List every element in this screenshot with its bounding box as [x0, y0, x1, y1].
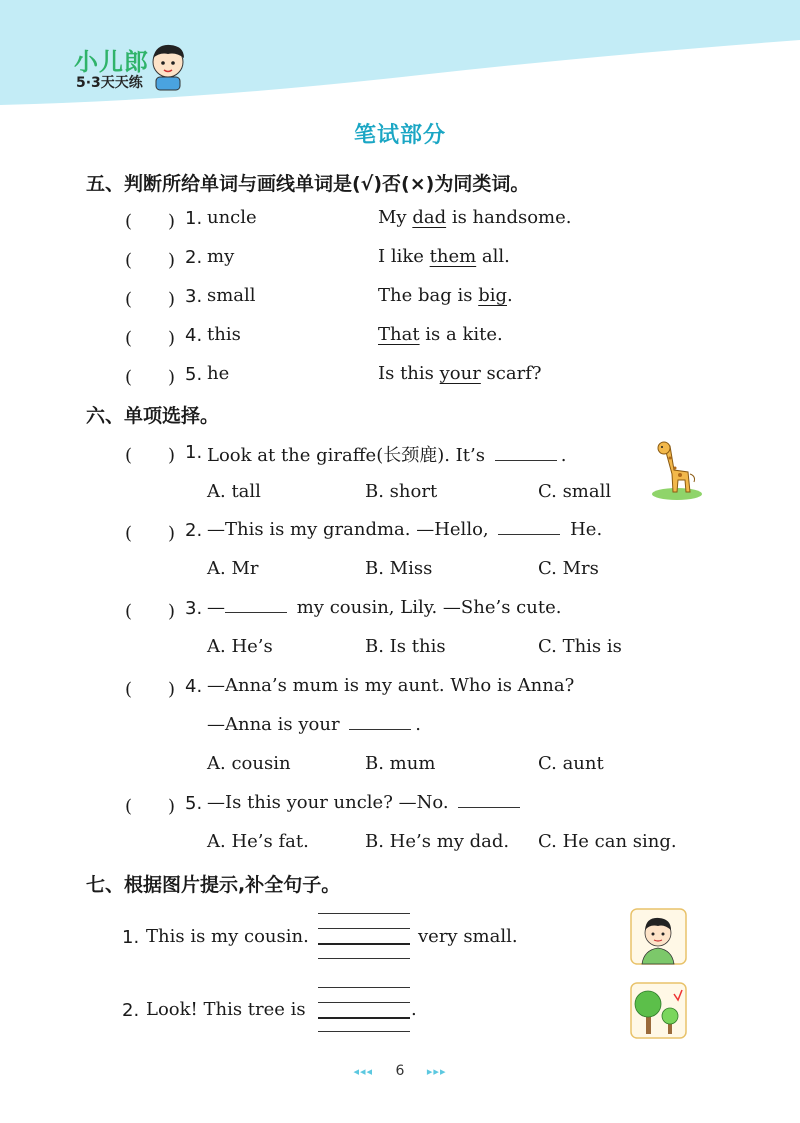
question-1-text: Look at the giraffe(长颈鹿). It’s . — [207, 445, 567, 466]
item-number: 3. — [185, 286, 203, 307]
sentence: I like them all. — [378, 246, 510, 267]
boy-mascot-icon — [146, 40, 190, 92]
answer-blank — [225, 611, 287, 613]
sentence-number: 1. — [122, 927, 140, 948]
sentence-2-post: . — [411, 999, 417, 1020]
page-number: 6 — [395, 1063, 405, 1079]
trees-icon — [630, 982, 687, 1039]
option-a: A. tall — [207, 481, 261, 502]
question-number: 1. — [185, 442, 203, 463]
underlined-word: big — [478, 285, 507, 306]
question-4-text2: —Anna is your . — [207, 714, 422, 735]
answer-blank — [349, 728, 411, 730]
given-word: small — [207, 285, 256, 306]
answer-blank — [458, 806, 520, 808]
answer-paren[interactable]: ( ) — [125, 796, 176, 817]
option-a: A. He’s — [207, 636, 273, 657]
sentence: Is this your scarf? — [378, 363, 542, 384]
item-number: 1. — [185, 208, 203, 229]
option-c: C. This is — [538, 636, 622, 657]
writing-line — [318, 958, 410, 959]
sentence-2-pre: Look! This tree is — [146, 999, 306, 1020]
answer-paren[interactable]: ( ) — [125, 679, 176, 700]
page-footer — [0, 1063, 800, 1079]
prev-arrows-icon: ◂◂◂ — [353, 1065, 374, 1078]
sentence-1-pre: This is my cousin. — [146, 926, 309, 947]
question-3-text: — my cousin, Lily. —She’s cute. — [207, 597, 562, 618]
answer-paren[interactable]: ( ) — [125, 601, 176, 622]
question-2-text: —This is my grandma. —Hello, He. — [207, 519, 603, 540]
option-b: B. Is this — [365, 636, 446, 657]
writing-line — [318, 913, 410, 914]
sentence-number: 2. — [122, 1000, 140, 1021]
given-word: this — [207, 324, 241, 345]
sentence-1-answer[interactable] — [318, 916, 410, 958]
question-4-text: —Anna’s mum is my aunt. Who is Anna? — [207, 675, 575, 696]
giraffe-icon — [650, 440, 705, 500]
sentence: That is a kite. — [378, 324, 503, 345]
question-5-text: —Is this your uncle? —No. — [207, 792, 524, 813]
sentence: My dad is handsome. — [378, 207, 572, 228]
sentence: The bag is big. — [378, 285, 513, 306]
option-b: B. mum — [365, 753, 436, 774]
section7-title: 七、根据图片提示,补全句子。 — [86, 874, 341, 896]
given-word: my — [207, 246, 235, 267]
answer-paren[interactable]: ( ) — [125, 367, 176, 388]
option-c: C. He can sing. — [538, 831, 677, 852]
question-number: 3. — [185, 598, 203, 619]
underlined-word: your — [439, 363, 481, 384]
brand-bottom: 5·3天天练 — [76, 75, 143, 91]
option-a: A. Mr — [207, 558, 259, 579]
question-number: 5. — [185, 793, 203, 814]
next-arrows-icon: ▸▸▸ — [426, 1065, 447, 1078]
answer-paren[interactable]: ( ) — [125, 328, 176, 349]
section6-title: 六、单项选择。 — [86, 405, 220, 427]
page-title: 笔试部分 — [353, 123, 446, 148]
answer-blank — [495, 459, 557, 461]
option-a: A. He’s fat. — [207, 831, 309, 852]
option-b: B. Miss — [365, 558, 433, 579]
answer-paren[interactable]: ( ) — [125, 289, 176, 310]
answer-paren[interactable]: ( ) — [125, 211, 176, 232]
option-b: B. He’s my dad. — [365, 831, 510, 852]
option-c: C. Mrs — [538, 558, 599, 579]
section5-title: 五、判断所给单词与画线单词是(√)否(×)为同类词。 — [86, 173, 530, 195]
given-word: he — [207, 363, 230, 384]
answer-paren[interactable]: ( ) — [125, 250, 176, 271]
option-b: B. short — [365, 481, 438, 502]
brand-top: 小儿郎 — [74, 48, 149, 76]
underlined-word: them — [429, 246, 477, 267]
writing-line — [318, 987, 410, 988]
option-c: C. aunt — [538, 753, 604, 774]
underlined-word: dad — [412, 207, 447, 228]
answer-paren[interactable]: ( ) — [125, 445, 176, 466]
given-word: uncle — [207, 207, 257, 228]
answer-paren[interactable]: ( ) — [125, 523, 176, 544]
question-number: 2. — [185, 520, 203, 541]
question-number: 4. — [185, 676, 203, 697]
option-a: A. cousin — [207, 753, 291, 774]
answer-blank — [498, 533, 560, 535]
underlined-word: That — [378, 324, 420, 345]
boy-cousin-icon — [630, 908, 687, 965]
item-number: 5. — [185, 364, 203, 385]
option-c: C. small — [538, 481, 612, 502]
item-number: 2. — [185, 247, 203, 268]
sentence-1-post: very small. — [418, 926, 518, 947]
sentence-2-answer[interactable] — [318, 990, 410, 1032]
item-number: 4. — [185, 325, 203, 346]
